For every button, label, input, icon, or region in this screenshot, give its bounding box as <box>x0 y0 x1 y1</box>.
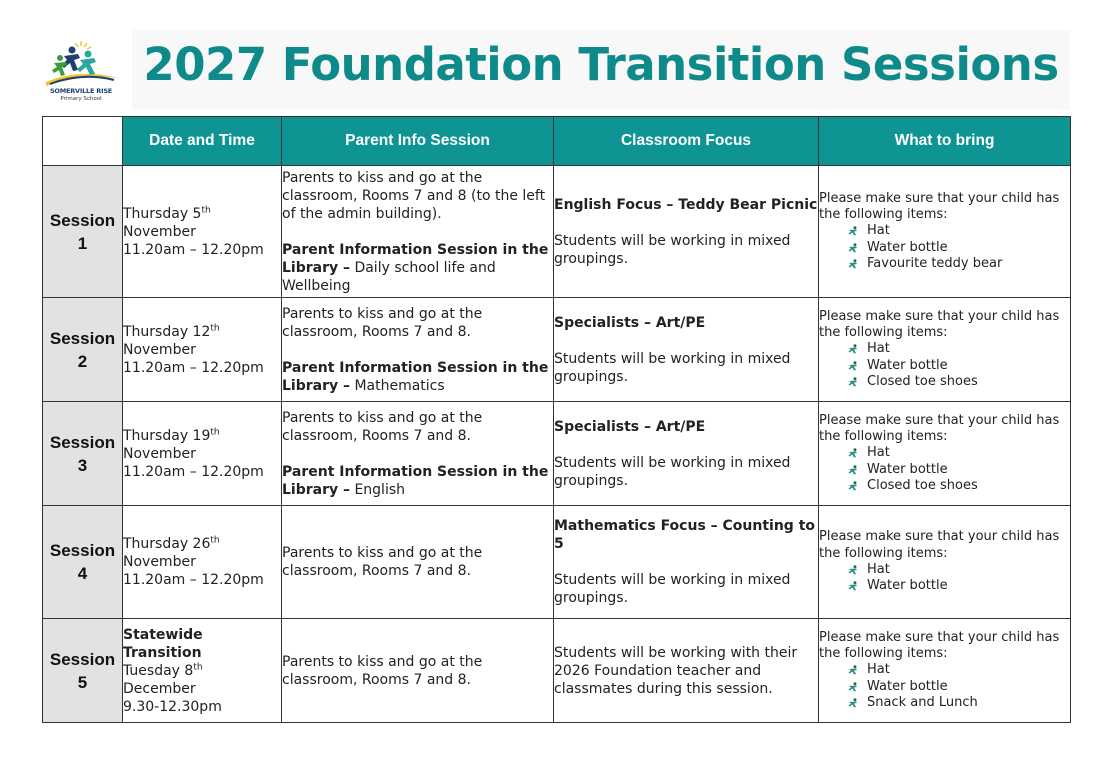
parent-info-cell <box>282 506 554 619</box>
classroom-focus-text: Students will be working in mixed groupings. <box>554 232 791 267</box>
header-classroom-focus: Classroom Focus <box>554 117 819 166</box>
parent-info-text: Parents to kiss and go at the classroom, Rooms 7 and 8 (to the left of the admin building). <box>282 169 546 222</box>
parent-info-session-topic: Mathematics <box>350 377 445 394</box>
running-figure-bullet-icon <box>847 465 859 475</box>
date-time: 11.20am – 12.20pm <box>123 241 264 258</box>
date-day <box>123 427 281 445</box>
classroom-focus-title: Specialists – Art/PE <box>554 314 706 331</box>
bring-item-label: Hat <box>867 662 890 678</box>
session-number: 4 <box>77 564 88 583</box>
bring-item <box>845 358 1070 374</box>
date-time-cell <box>123 402 282 506</box>
parent-info-session <box>282 463 553 499</box>
bring-item <box>845 695 1070 711</box>
date-month: December <box>123 680 196 697</box>
date-day-text: Thursday 26 <box>123 536 211 552</box>
running-figure-bullet-icon <box>847 344 859 354</box>
session-label-cell <box>43 619 123 723</box>
table-body <box>43 166 1071 723</box>
running-figure-bullet-icon <box>847 259 859 269</box>
classroom-focus-cell <box>554 506 819 619</box>
parent-info-cell <box>282 166 554 298</box>
parent-info-session-title: Parent Information Session in the Library – <box>282 241 549 276</box>
school-logo <box>40 38 122 108</box>
bring-items-list <box>819 445 1070 494</box>
date-month: November <box>123 554 196 570</box>
parent-info-session <box>282 241 553 295</box>
bring-item-label: Hat <box>867 341 890 357</box>
bring-item <box>845 679 1070 695</box>
date-prefix: Statewide Transition <box>123 626 203 661</box>
bring-intro: Please make sure that your child has the following items: <box>819 190 1060 223</box>
parent-info-session-topic: Daily school life and Wellbeing <box>282 259 496 294</box>
parent-info-gap <box>282 445 553 463</box>
classroom-focus-gap <box>554 553 818 571</box>
bring-item <box>845 662 1070 678</box>
session-label-cell <box>43 402 123 506</box>
session-label: Session <box>49 649 116 669</box>
header-corner-cell <box>43 117 123 166</box>
classroom-focus-text: Students will be working in mixed groupings. <box>554 572 791 606</box>
bring-item-label: Snack and Lunch <box>867 694 978 710</box>
session-label: Session <box>49 210 116 230</box>
running-figure-bullet-icon <box>847 581 859 591</box>
bring-item <box>845 240 1070 256</box>
parent-info-text: Parents to kiss and go at the classroom, Rooms 7 and 8. <box>282 545 483 579</box>
classroom-focus-gap <box>554 214 818 232</box>
bring-intro: Please make sure that your child has the following items: <box>819 529 1060 561</box>
running-figure-bullet-icon <box>847 698 859 708</box>
bring-item-label: Hat <box>867 445 890 461</box>
parent-info-session <box>282 359 553 395</box>
session-label-cell <box>43 506 123 619</box>
sessions-table <box>42 116 1071 723</box>
bring-item <box>845 462 1070 478</box>
date-day-text: Thursday 12 <box>123 323 211 340</box>
header-date-time: Date and Time <box>123 117 282 166</box>
running-figure-bullet-icon <box>847 243 859 253</box>
date-time-cell <box>123 298 282 402</box>
classroom-focus-gap <box>554 436 818 454</box>
date-day <box>123 535 281 553</box>
date-time-cell <box>123 506 282 619</box>
parent-info-text: Parents to kiss and go at the classroom, Rooms 7 and 8. <box>282 305 483 340</box>
session-number: 2 <box>77 351 88 371</box>
classroom-focus-text: Students will be working with their 2026 Foundation teacher and classmates during this session. <box>554 644 798 697</box>
logo-school-name: SOMERVILLE RISE <box>49 87 113 95</box>
bring-item-label: Closed toe shoes <box>867 373 978 389</box>
session-number: 5 <box>77 672 88 692</box>
header-what-to-bring: What to bring <box>819 117 1071 166</box>
classroom-focus-title: Specialists – Art/PE <box>554 418 706 435</box>
date-day-text: Thursday 5 <box>123 205 202 222</box>
date-time-cell <box>123 619 282 723</box>
classroom-focus-cell <box>554 402 819 506</box>
what-to-bring-cell <box>819 298 1071 402</box>
bring-intro: Please make sure that your child has the following items: <box>819 308 1060 341</box>
date-month: November <box>123 341 196 358</box>
classroom-focus-cell <box>554 166 819 298</box>
bring-items-list <box>819 223 1070 272</box>
running-figure-bullet-icon <box>847 226 859 236</box>
session-label: Session <box>49 328 116 348</box>
date-day-text: Tuesday 8 <box>123 662 194 679</box>
session-row-1 <box>43 166 1071 298</box>
bring-items-list <box>819 341 1070 390</box>
classroom-focus-title: English Focus – Teddy Bear Picnic <box>554 196 818 213</box>
date-time: 11.20am – 12.20pm <box>123 359 264 376</box>
date-month: November <box>123 223 196 240</box>
bring-item <box>845 478 1070 494</box>
running-figure-bullet-icon <box>847 377 859 387</box>
session-label-cell <box>43 298 123 402</box>
running-figure-bullet-icon <box>847 481 859 491</box>
date-month: November <box>123 445 196 462</box>
bring-item-label: Water bottle <box>867 578 948 594</box>
session-row-2 <box>43 298 1071 402</box>
bring-item <box>845 445 1070 461</box>
session-label: Session <box>49 541 116 560</box>
running-children-logo-icon <box>40 38 122 88</box>
bring-item <box>845 374 1070 390</box>
classroom-focus-text: Students will be working in mixed groupings. <box>554 454 791 489</box>
parent-info-cell <box>282 619 554 723</box>
parent-info-gap <box>282 223 553 241</box>
table-header-row <box>43 117 1071 166</box>
bring-items-list <box>819 662 1070 711</box>
bring-item-label: Hat <box>867 562 890 577</box>
parent-info-cell <box>282 402 554 506</box>
bring-item-label: Water bottle <box>867 239 948 255</box>
bring-item-label: Favourite teddy bear <box>867 255 1003 271</box>
bring-intro: Please make sure that your child has the following items: <box>819 412 1060 445</box>
bring-item-label: Water bottle <box>867 461 948 477</box>
date-time: 11.20am – 12.20pm <box>123 463 264 480</box>
date-day-suffix: th <box>210 426 220 437</box>
date-time-cell <box>123 166 282 298</box>
classroom-focus-cell <box>554 619 819 723</box>
session-row-5 <box>43 619 1071 723</box>
bring-item-label: Closed toe shoes <box>867 477 978 493</box>
parent-info-text: Parents to kiss and go at the classroom, Rooms 7 and 8. <box>282 409 483 444</box>
classroom-focus-text: Students will be working in mixed groupings. <box>554 350 791 385</box>
parent-info-session-title: Parent Information Session in the Library – <box>282 359 549 394</box>
date-time: 11.20am – 12.20pm <box>123 572 264 588</box>
page-title: 2027 Foundation Transition Sessions <box>143 38 1059 91</box>
running-figure-bullet-icon <box>847 682 859 692</box>
bring-item <box>845 562 1070 578</box>
parent-info-session-topic: English <box>350 481 406 498</box>
bring-item <box>845 341 1070 357</box>
what-to-bring-cell <box>819 506 1071 619</box>
bring-item-label: Water bottle <box>867 678 948 694</box>
session-label: Session <box>49 432 116 452</box>
session-label-cell <box>43 166 123 298</box>
classroom-focus-title: Mathematics Focus – Counting to 5 <box>554 518 816 552</box>
what-to-bring-cell <box>819 166 1071 298</box>
date-day <box>123 205 281 223</box>
bring-item-label: Water bottle <box>867 357 948 373</box>
date-day-suffix: th <box>193 661 203 672</box>
session-number: 3 <box>77 455 88 475</box>
parent-info-cell <box>282 298 554 402</box>
what-to-bring-cell <box>819 402 1071 506</box>
date-time: 9.30-12.30pm <box>123 698 222 715</box>
classroom-focus-cell <box>554 298 819 402</box>
bring-item <box>845 256 1070 272</box>
bring-intro: Please make sure that your child has the following items: <box>819 629 1060 662</box>
date-day <box>123 662 281 680</box>
session-row-3 <box>43 402 1071 506</box>
classroom-focus-gap <box>554 332 818 350</box>
running-figure-bullet-icon <box>847 448 859 458</box>
bring-item <box>845 578 1070 594</box>
parent-info-gap <box>282 341 553 359</box>
date-day-suffix: th <box>210 535 220 546</box>
session-number: 1 <box>77 233 88 253</box>
what-to-bring-cell <box>819 619 1071 723</box>
bring-items-list <box>819 562 1070 595</box>
session-row-4 <box>43 506 1071 619</box>
logo-school-subtitle: Primary School <box>60 96 102 102</box>
bring-item-label: Hat <box>867 223 890 239</box>
date-day <box>123 323 281 341</box>
date-day-suffix: th <box>201 204 211 215</box>
running-figure-bullet-icon <box>847 665 859 675</box>
date-day-text: Thursday 19 <box>123 427 211 444</box>
date-day-suffix: th <box>210 322 220 333</box>
running-figure-bullet-icon <box>847 565 859 575</box>
header-parent-info: Parent Info Session <box>282 117 554 166</box>
bring-item <box>845 223 1070 239</box>
parent-info-text: Parents to kiss and go at the classroom, Rooms 7 and 8. <box>282 653 483 688</box>
parent-info-session-title: Parent Information Session in the Library – <box>282 463 549 498</box>
running-figure-bullet-icon <box>847 361 859 371</box>
